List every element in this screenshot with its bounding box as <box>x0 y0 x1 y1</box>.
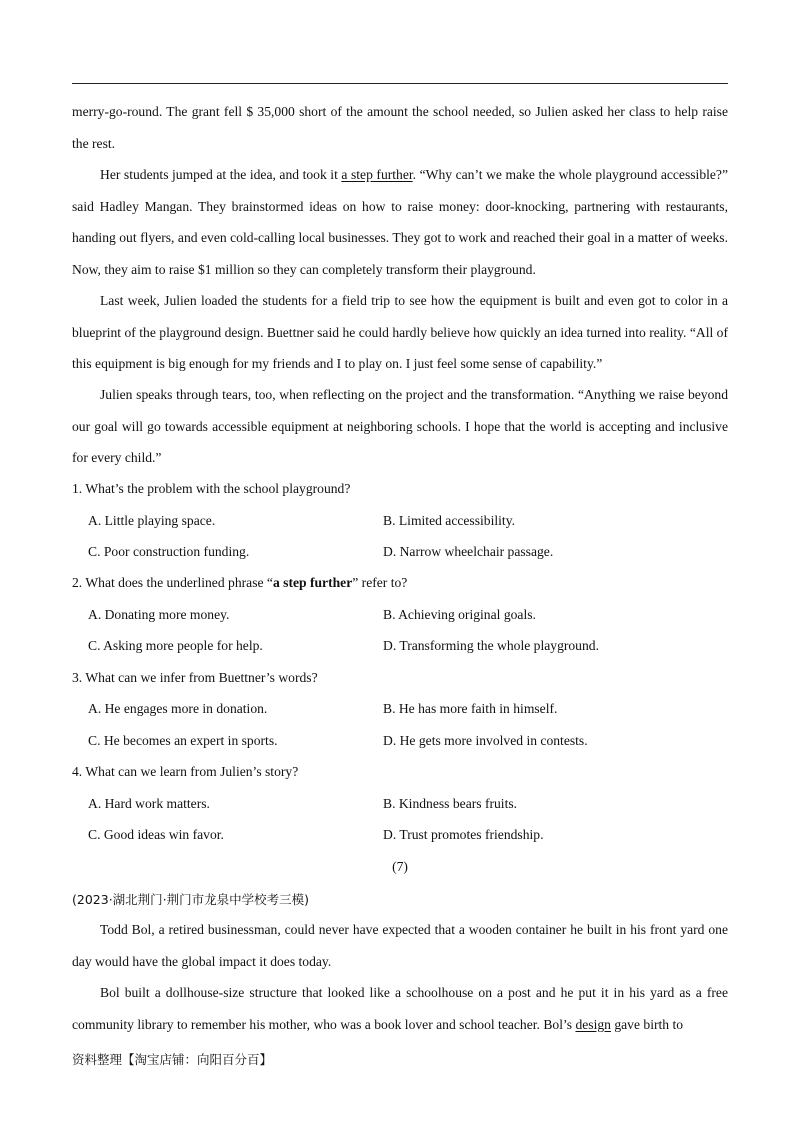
passage-continued: merry-go-round. The grant fell $ 35,000 short of the amount the school needed, so Julien asked her class to help raise the rest. <box>72 104 728 151</box>
source-citation: (2023·湖北荆门·荆门市龙泉中学校考三模) <box>72 892 310 907</box>
question-3: 3. What can we infer from Buettner’s words? <box>72 670 318 685</box>
new-passage-paragraph-2 <box>72 977 728 1040</box>
q4-option-a: A. Hard work matters. <box>88 796 210 811</box>
paragraph-4: Julien speaks through tears, too, when reflecting on the project and the transformation. “Anything we raise beyond our goal will go towards accessible equipment at neighboring schools. I hope that the world is accepting and inclusive for every child.” <box>72 387 728 465</box>
q2-text: 2. What does the underlined phrase “ <box>72 575 273 590</box>
q3-option-b: B. He has more faith in himself. <box>383 701 558 716</box>
para2-text: Her students jumped at the idea, and took it <box>100 167 342 182</box>
q1-option-d: D. Narrow wheelchair passage. <box>383 544 554 559</box>
q4-option-c: C. Good ideas win favor. <box>88 827 224 842</box>
q2-option-a: A. Donating more money. <box>88 607 230 622</box>
q2-option-b: B. Achieving original goals. <box>383 607 536 622</box>
footer-note: 资料整理【淘宝店铺：向阳百分百】 <box>72 1052 273 1067</box>
q1-option-a: A. Little playing space. <box>88 513 216 528</box>
question-2 <box>72 575 407 591</box>
paragraph-3: Last week, Julien loaded the students for a field trip to see how the equipment is built and even got to color in a blueprint of the playground design. Buettner said he could hardly believe how quickly an idea turned into reality. “All of this equipment is big enough for my friends and I to play on. I just feel some sense of capability.” <box>72 293 728 371</box>
q3-option-d: D. He gets more involved in contests. <box>383 733 588 748</box>
q3-option-a: A. He engages more in donation. <box>88 701 268 716</box>
question-4: 4. What can we learn from Julien’s story? <box>72 764 299 779</box>
q2-bold-phrase: a step further <box>272 575 353 590</box>
underlined-phrase: a step further <box>341 167 413 182</box>
paragraph-2 <box>72 159 728 285</box>
para-new2-text-end: gave birth to <box>610 1016 684 1032</box>
q1-option-c: C. Poor construction funding. <box>88 544 250 559</box>
new-passage-paragraph-1: Todd Bol, a retired businessman, could never have expected that a wooden container he built in his front yard one day would have the global impact it does today. <box>72 922 728 969</box>
q3-option-c: C. He becomes an expert in sports. <box>88 733 278 748</box>
q2-option-d: D. Transforming the whole playground. <box>383 638 599 653</box>
q2-option-c: C. Asking more people for help. <box>88 638 263 653</box>
question-1: 1. What’s the problem with the school playground? <box>72 481 351 496</box>
q4-option-b: B. Kindness bears fruits. <box>383 796 518 811</box>
q1-option-b: B. Limited accessibility. <box>383 513 516 528</box>
q2-text-end: ” refer to? <box>352 575 408 590</box>
q4-option-d: D. Trust promotes friendship. <box>383 827 544 842</box>
underlined-word: design <box>575 1016 611 1032</box>
header-rule <box>72 83 728 84</box>
para-new2-text: Bol built a dollhouse-size structure that looked like a schoolhouse on a post and he put it in his yard as a free community library to remember his mother, who was a book lover and school teacher. Bol’s <box>72 985 728 1032</box>
para2-text-rest: . “Why can’t we make the whole playground accessible?” said Hadley Mangan. They brainstormed ideas on how to raise money: door-knocking, partnering with restaurants, handing out flyers, and even cold-calling local businesses. They got to work and reached their goal in a matter of weeks. Now, they aim to raise $1 million so they can completely transform their playground. <box>72 167 728 277</box>
section-number: (7) <box>392 859 408 874</box>
